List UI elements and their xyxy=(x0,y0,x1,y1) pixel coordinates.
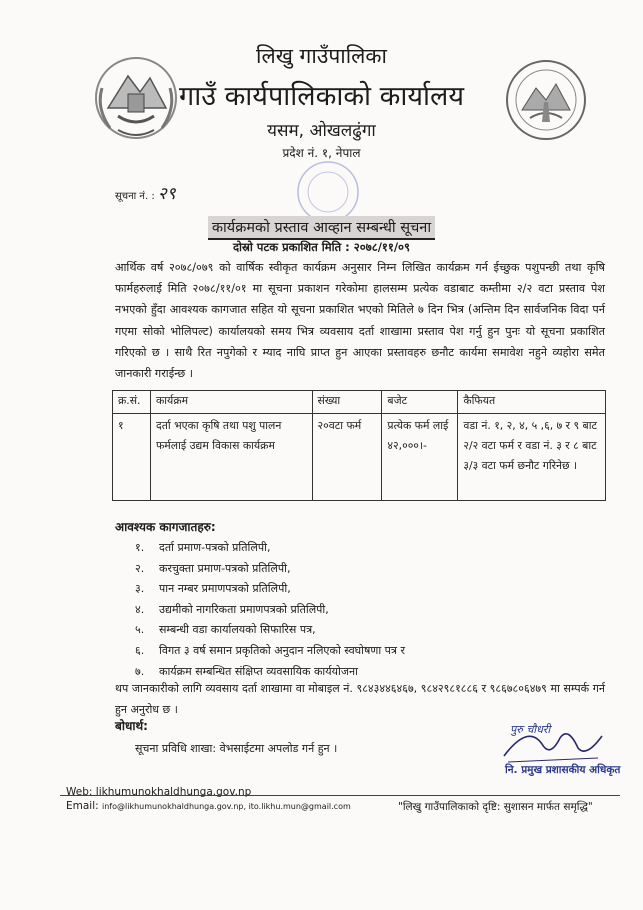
list-item xyxy=(135,581,405,602)
list-item-text: पान नम्बर प्रमाणपत्रको प्रतिलिपी, xyxy=(159,582,291,596)
program-table xyxy=(112,390,606,501)
list-item xyxy=(135,643,405,664)
footer-email xyxy=(66,800,351,812)
list-item xyxy=(135,602,405,623)
reference-label: सूचना नं. : xyxy=(115,191,155,202)
list-item-text: विगत ३ वर्ष समान प्रकृतिको अनुदान नलिएको स्वघोषणा पत्र र xyxy=(159,643,406,657)
contact-info: थप जानकारीको लागि व्यवसाय दर्ता शाखामा वा मोबाइल नं. ९८४३४४६४६७, ९८४२९८१८८६ र ९८६७८०६४७९ मा सम्पर्क गर्न हुन अनुरोध छ । xyxy=(115,682,605,716)
list-item-number: २. xyxy=(135,561,145,575)
list-item-number: १. xyxy=(135,541,145,554)
table-cell: प्रत्येक फर्म लाई ४२,०००।- xyxy=(382,414,458,501)
table-header: कार्यक्रम xyxy=(150,391,312,414)
note-text: सूचना प्रविधि शाखा: वेभसाईटमा अपलोड गर्न हुन । xyxy=(135,742,338,755)
requirements-list xyxy=(135,540,405,684)
table-header: संख्या xyxy=(312,391,382,414)
list-item-text: कार्यक्रम सम्बन्धित संक्षिप्त व्यवसायिक कार्ययोजना xyxy=(159,664,358,678)
footer-web xyxy=(66,786,251,798)
table-cell: २०वटा फर्म xyxy=(312,414,382,501)
office-address: यसम, ओखलढुंगा xyxy=(267,121,376,141)
table-cell: दर्ता भएका कृषि तथा पशु पालन फर्मलाई उद्यम विकास कार्यक्रम xyxy=(150,414,312,501)
notice-body: आर्थिक वर्ष २०७८/०७९ को वार्षिक स्वीकृत कार्यक्रम अनुसार निम्न लिखित कार्यक्रम गर्न ईच्छुक पशुपन्छी तथा कृषि फार्महरुलाई मिति २०७८/११/०१ मा सूचना प्रकाशन गरेकोमा हालसम्म प्रत्येक वडाबाट कम्तीमा २/२ वटा प्रस्ताव पेश नभएको हुँदा आवश्यक कागजात सहित यो सूचना प्रकाशित भएको मितिले ७ दिन भित्र (अन्तिम दिन सार्वजनिक विदा पर्न गएमा सोको भोलिपल्ट) कार्यालयको समय भित्र व्यवसाय दर्ता शाखामा प्रस्ताव पेश गर्नु हुन पुनः यो सूचना प्रकाशित गरिएको छ । साथै रित नपुगेको र म्याद नाघि प्राप्त हुन आएका प्रस्तावहरु छनौट कार्यमा समावेश नहुने व्यहोरा समेत जानकारी गराईन्छ । xyxy=(115,261,605,381)
list-item-number: ५. xyxy=(135,623,145,637)
table-cell: वडा नं. १, २, ४, ५ ,६, ७ र ९ बाट २/२ वटा फर्म र वडा नं. ३ र ८ बाट ३/३ वटा फर्म छनौट गरिनेछ । xyxy=(458,414,606,501)
table-row xyxy=(113,414,606,501)
list-item-text: करचुक्ता प्रमाण-पत्रको प्रतिलिपी, xyxy=(159,561,291,575)
footer-email-label: Email: xyxy=(66,800,99,812)
list-item xyxy=(135,622,405,643)
office-province: प्रदेश नं. १, नेपाल xyxy=(282,146,361,160)
table-cell: १ xyxy=(113,414,151,501)
footer-slogan: "लिखु गाउँपालिकाको दृष्टि: सुशासन मार्फत समृद्धि" xyxy=(398,801,593,813)
list-item-number: ७. xyxy=(135,664,145,678)
office-name-line2: गाउँ कार्यपालिकाको कार्यालय xyxy=(179,81,464,112)
notice-title-wrap xyxy=(0,216,643,240)
table-header-row xyxy=(113,391,606,414)
signatory-title: नि. प्रमुख प्रशासकीय अधिकृत xyxy=(505,764,621,776)
footer-email-link[interactable]: info@likhumunokhaldhunga.gov.np, ito.likhu.mun@gmail.com xyxy=(102,802,351,811)
list-item xyxy=(135,561,405,582)
table-header: कैफियत xyxy=(458,391,606,414)
table-header: क्र.सं. xyxy=(113,391,151,414)
list-item-number: ४. xyxy=(135,602,145,616)
signatory-name: पुरु चौधरी xyxy=(510,723,551,736)
list-item-text: सम्बन्धी वडा कार्यालयको सिफारिस पत्र, xyxy=(159,623,316,637)
office-name-line1: लिखु गाउँपालिका xyxy=(256,44,387,68)
note-title: बोधार्थ: xyxy=(115,719,148,733)
footer-web-label: Web: xyxy=(66,786,93,798)
list-item xyxy=(135,540,405,561)
list-item-number: ६. xyxy=(135,643,145,657)
requirements-title: आवश्यक कागजातहरु: xyxy=(115,520,216,534)
list-item-text: दर्ता प्रमाण-पत्रको प्रतिलिपी, xyxy=(159,541,271,554)
list-item-text: उद्यमीको नागरिकता प्रमाणपत्रको प्रतिलिपी, xyxy=(159,602,329,616)
list-item-number: ३. xyxy=(135,582,145,596)
footer-web-link[interactable]: likhumunokhaldhunga.gov.np xyxy=(95,786,252,798)
notice-title: कार्यक्रमको प्रस्ताव आव्हान सम्बन्धी सूचना xyxy=(208,216,435,240)
reference xyxy=(115,181,176,204)
footer-divider xyxy=(60,795,620,796)
reference-number: २९ xyxy=(157,184,176,204)
notice-subtitle: दोस्रो पटक प्रकाशित मिति : २०७८/११/०९ xyxy=(232,240,411,254)
table-header: बजेट xyxy=(382,391,458,414)
